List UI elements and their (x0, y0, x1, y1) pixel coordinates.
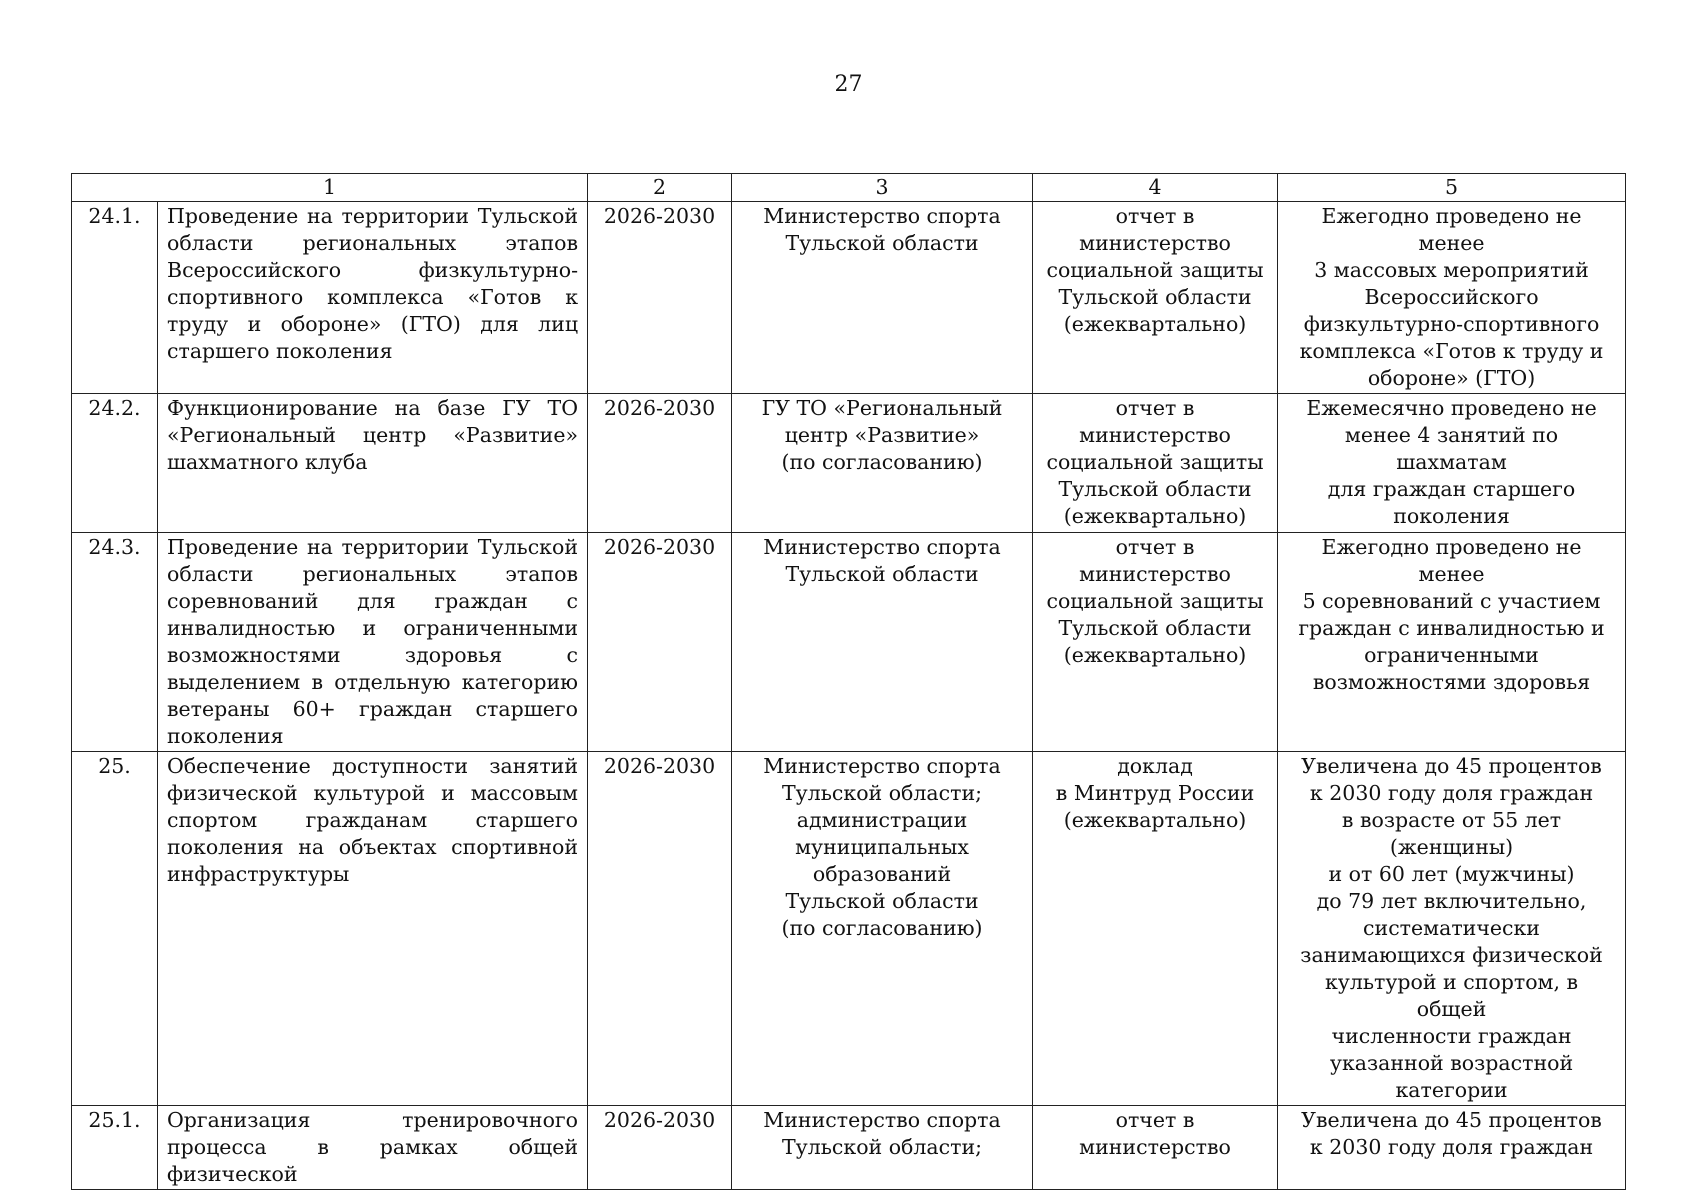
table-row (72, 533, 1626, 752)
implementation-period: 2026-2030 (588, 752, 732, 1106)
column-header-4: 4 (1033, 174, 1278, 202)
table-row (72, 752, 1626, 1106)
responsible-executor: ГУ ТО «Региональный центр «Развитие» (по согласованию) (732, 394, 1033, 533)
reporting-form: отчет в министерство социальной защиты Тульской области (ежеквартально) (1033, 394, 1278, 533)
page-number: 27 (834, 72, 863, 97)
table-row (72, 202, 1626, 394)
event-description: Функционирование на базе ГУ ТО «Региональный центр «Развитие» шахматного клуба (158, 394, 588, 533)
column-header-3: 3 (732, 174, 1033, 202)
implementation-period: 2026-2030 (588, 394, 732, 533)
reporting-form: отчет в министерство (1033, 1106, 1278, 1190)
reporting-form: доклад в Минтруд России (ежеквартально) (1033, 752, 1278, 1106)
expected-result: Увеличена до 45 процентов к 2030 году доля граждан в возрасте от 55 лет (женщины) и от 60 лет (мужчины) до 79 лет включительно, систематически занимающихся физической культурой и спортом, в общей численности граждан указанной возрастной категории (1278, 752, 1626, 1106)
responsible-executor: Министерство спорта Тульской области; (732, 1106, 1033, 1190)
row-number: 24.2. (72, 394, 158, 533)
table-header-row (72, 174, 1626, 202)
event-description: Обеспечение доступности занятий физической культурой и массовым спортом гражданам старшего поколения на объектах спортивной инфраструктуры (158, 752, 588, 1106)
column-header-5: 5 (1278, 174, 1626, 202)
responsible-executor: Министерство спорта Тульской области (732, 202, 1033, 394)
expected-result: Ежемесячно проведено не менее 4 занятий по шахматам для граждан старшего поколения (1278, 394, 1626, 533)
row-number: 25. (72, 752, 158, 1106)
table-row (72, 394, 1626, 533)
reporting-form: отчет в министерство социальной защиты Тульской области (ежеквартально) (1033, 202, 1278, 394)
plan-table (71, 173, 1626, 1190)
row-number: 24.3. (72, 533, 158, 752)
responsible-executor: Министерство спорта Тульской области; администрации муниципальных образований Тульской области (по согласованию) (732, 752, 1033, 1106)
row-number: 24.1. (72, 202, 158, 394)
responsible-executor: Министерство спорта Тульской области (732, 533, 1033, 752)
implementation-period: 2026-2030 (588, 1106, 732, 1190)
reporting-form: отчет в министерство социальной защиты Тульской области (ежеквартально) (1033, 533, 1278, 752)
column-header-1: 1 (72, 174, 588, 202)
event-description: Проведение на территории Тульской области региональных этапов Всероссийского физкультурно-спортивного комплекса «Готов к труду и обороне» (ГТО) для лиц старшего поколения (158, 202, 588, 394)
implementation-period: 2026-2030 (588, 202, 732, 394)
column-header-2: 2 (588, 174, 732, 202)
event-description: Проведение на территории Тульской области региональных этапов соревнований для граждан с инвалидностью и ограниченными возможностями здоровья с выделением в отдельную категорию ветераны 60+ граждан старшего поколения (158, 533, 588, 752)
event-description: Организация тренировочного процесса в рамках общей физической (158, 1106, 588, 1190)
row-number: 25.1. (72, 1106, 158, 1190)
expected-result: Ежегодно проведено не менее 5 соревнований с участием граждан с инвалидностью и ограниченными возможностями здоровья (1278, 533, 1626, 752)
expected-result: Увеличена до 45 процентов к 2030 году доля граждан (1278, 1106, 1626, 1190)
table-row (72, 1106, 1626, 1190)
expected-result: Ежегодно проведено не менее 3 массовых мероприятий Всероссийского физкультурно-спортивного комплекса «Готов к труду и обороне» (ГТО) (1278, 202, 1626, 394)
implementation-period: 2026-2030 (588, 533, 732, 752)
